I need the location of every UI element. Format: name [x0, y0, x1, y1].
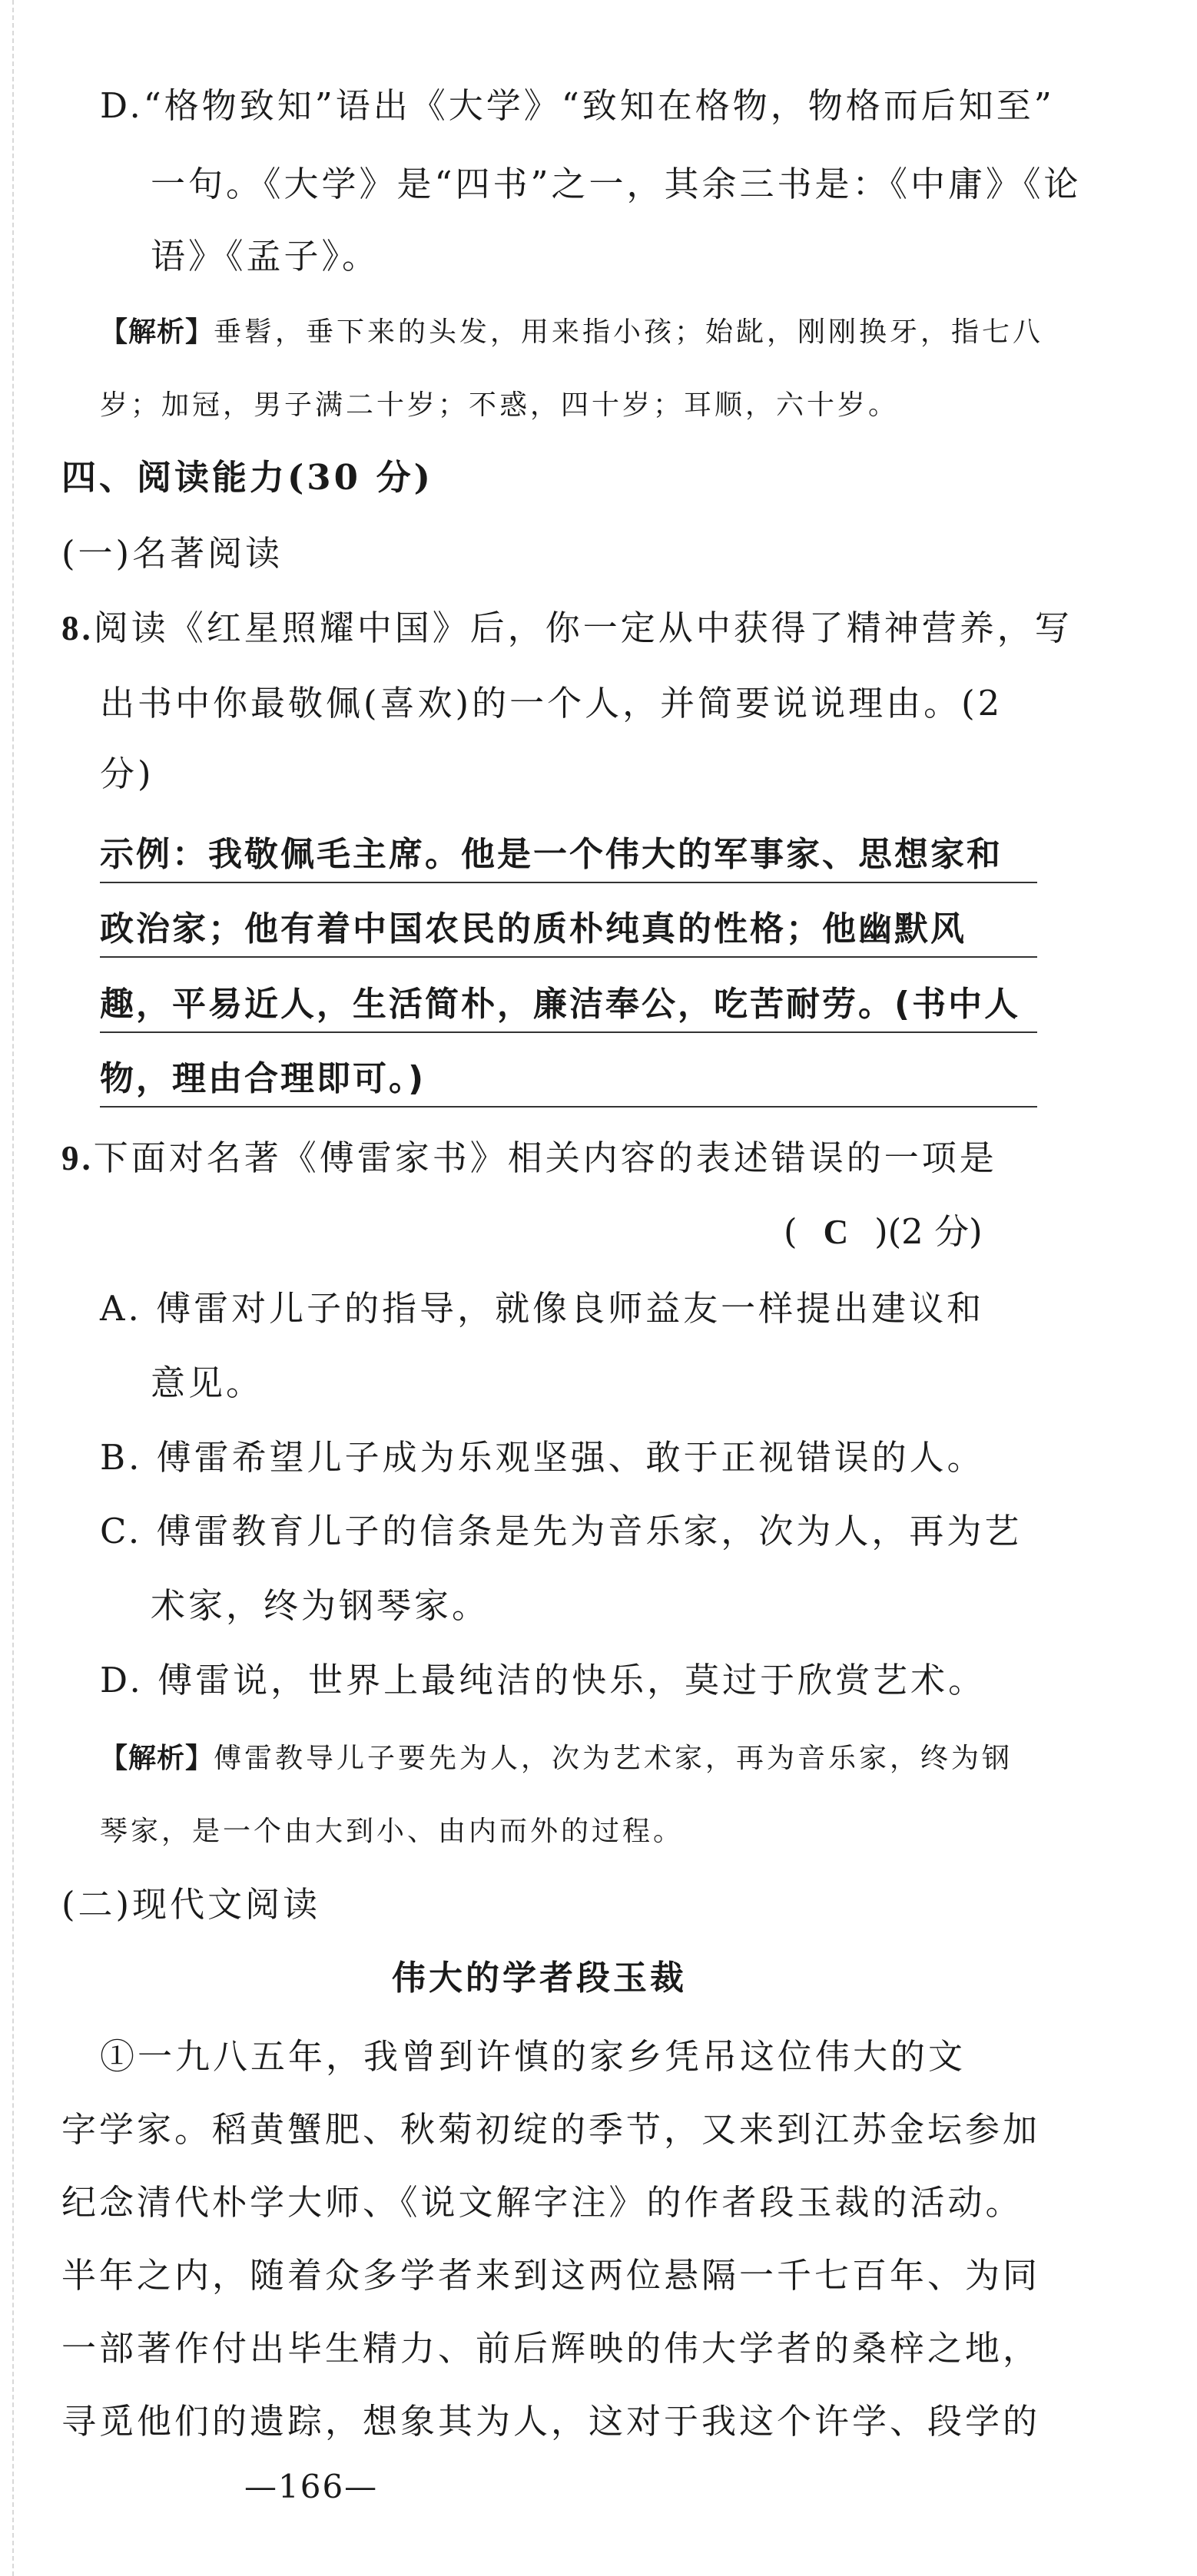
answer-underline: [100, 1106, 1037, 1108]
q8-answer-line2: 政治家；他有着中国农民的质朴纯真的性格；他幽默风: [100, 909, 967, 949]
q8-answer-line1: 示例：我敬佩毛主席。他是一个伟大的军事家、思想家和: [100, 835, 1003, 874]
q8-number: 8.: [61, 609, 94, 647]
q9-option-a-line1: A. 傅雷对儿子的指导，就像良师益友一样提出建议和: [100, 1288, 985, 1329]
q9-option-d: D. 傅雷说，世界上最纯洁的快乐，莫过于欣赏艺术。: [100, 1660, 986, 1700]
q7-analysis-text1: 垂髫，垂下来的头发，用来指小孩；始龀，刚刚换牙，指七八: [214, 316, 1044, 348]
q9-option-b: B. 傅雷希望儿子成为乐观坚强、敢于正视错误的人。: [100, 1437, 985, 1478]
q9-analysis-line2: 琴家，是一个由大到小、由内而外的过程。: [100, 1816, 685, 1847]
q9-answer-bracket: [784, 1210, 983, 1253]
paren-open: (: [784, 1211, 797, 1252]
q8-answer-line3: 趣，平易近人，生活简朴，廉洁奉公，吃苦耐劳。(书中人: [100, 985, 1021, 1024]
article-line: 纪念清代朴学大师、《说文解字注》的作者段玉裁的活动。: [61, 2182, 1023, 2223]
q8-answer-line4: 物，理由合理即可。): [100, 1059, 426, 1098]
answer-underline: [100, 1031, 1037, 1033]
q9-stem: 下面对名著《傅雷家书》相关内容的表述错误的一项是: [93, 1137, 997, 1178]
q8-line1: [61, 607, 1073, 650]
analysis-tag: 【解析】: [100, 1743, 214, 1774]
answer-underline: [100, 956, 1037, 958]
section-4-title: 四、阅读能力(30 分): [61, 457, 433, 498]
article-line: 字学家。稻黄蟹肥、秋菊初绽的季节，又来到江苏金坛参加: [61, 2109, 1041, 2150]
subsection-2-title: (二)现代文阅读: [61, 1884, 321, 1925]
q9-line1: [61, 1137, 997, 1180]
q7-analysis-line2: 岁；加冠，男子满二十岁；不惑，四十岁；耳顺，六十岁。: [100, 389, 900, 421]
q9-option-a-line2: 意见。: [151, 1362, 264, 1403]
q9-analysis-line1: [100, 1737, 1013, 1780]
article-line: 寻觅他们的遗踪，想象其为人，这对于我这个许学、段学的: [61, 2401, 1041, 2442]
q9-number: 9.: [61, 1139, 94, 1177]
q7-option-d-line3: 语》《孟子》。: [151, 236, 380, 276]
q7-option-d-line1: D.“格物致知”语出《大学》“致知在格物，物格而后知至”: [100, 85, 1055, 126]
analysis-tag: 【解析】: [100, 316, 214, 348]
answer-underline: [100, 882, 1037, 883]
q8-line3: 分): [100, 753, 154, 794]
article-line: 半年之内，随着众多学者来到这两位悬隔一千七百年、为同: [61, 2255, 1041, 2296]
article-line: 一部著作付出毕生精力、前后辉映的伟大学者的桑梓之地，: [61, 2328, 1041, 2369]
article-line: ①一九八五年，我曾到许慎的家乡凭吊这位伟大的文: [100, 2036, 967, 2077]
q9-analysis-text1: 傅雷教导儿子要先为人，次为艺术家，再为音乐家，终为钢: [214, 1743, 1013, 1774]
subsection-1-title: (一)名著阅读: [61, 533, 284, 574]
q9-answer: C: [823, 1213, 849, 1251]
article-title: 伟大的学者段玉裁: [392, 1958, 687, 1998]
paren-close-score: )(2 分): [874, 1211, 983, 1252]
q8-stem1: 阅读《红星照耀中国》后，你一定从中获得了精神营养，写: [93, 608, 1073, 648]
q9-option-c-line2: 术家，终为钢琴家。: [151, 1585, 490, 1626]
q8-line2: 出书中你最敬佩(喜欢)的一个人，并简要说说理由。(2: [100, 683, 1003, 723]
q7-option-d-line2: 一句。《大学》是“四书”之一，其余三书是：《中庸》《论: [151, 164, 1082, 204]
page-number: —166—: [244, 2468, 379, 2505]
q7-analysis-line1: [100, 311, 1043, 354]
q9-option-c-line1: C. 傅雷教育儿子的信条是先为音乐家，次为人，再为艺: [100, 1511, 1023, 1551]
